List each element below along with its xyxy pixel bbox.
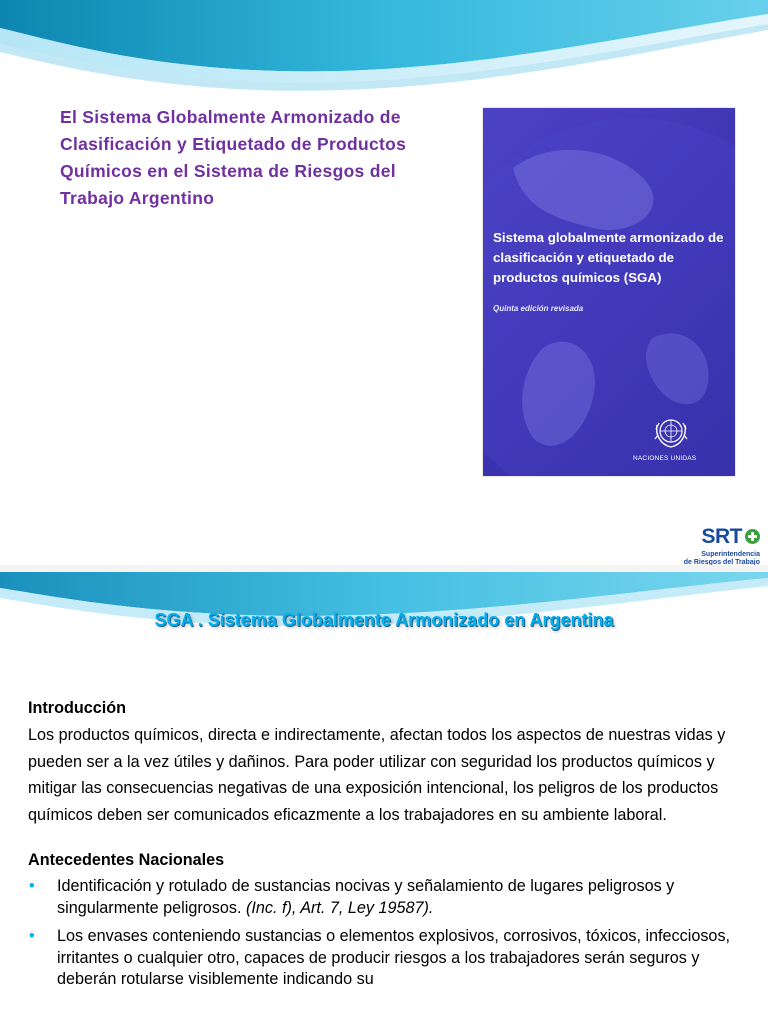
antecedentes-list [28,876,748,991]
cover-subtitle: Quinta edición revisada [493,304,584,313]
publisher-label: NACIONES UNIDAS [633,455,697,462]
sga-book-cover [483,108,735,476]
slide-sga-argentina [0,572,768,1024]
srt-logo-line1: Superintendencia [701,551,760,558]
slide-title-text: El Sistema Globalmente Armonizado de Clasificación y Etiquetado de Productos Químicos en el Sistema de Riesgos del Trabajo Argentino [60,107,407,208]
bullet-icon: • [29,927,35,945]
globe-map-image [483,108,735,476]
header-wave-decoration [0,0,768,110]
slide-body [28,696,748,998]
bullet-icon: • [29,877,35,895]
un-emblem-icon [653,413,689,453]
cover-title: Sistema globalmente armonizado de clasificación y etiquetado de productos químicos (SGA) [493,230,724,285]
list-item [28,926,748,991]
srt-logo-caption [664,551,760,565]
list-item-reference: (Inc. f), Art. 7, Ley 19587). [245,898,434,917]
antecedentes-heading: Antecedentes Nacionales [28,851,225,869]
intro-paragraph: Los productos químicos, directa e indirectamente, afectan todos los aspectos de nuestras vidas y pueden ser a la vez útiles y dañinos. Para poder utilizar con seguridad los productos químicos y mitigar las consecuencias negativas de una exposición intencional, los peligros de los productos químicos deben ser comunicados eficazmente a los trabajadores en su ambiente laboral. [28,726,726,824]
srt-logo-letters: SRT [701,525,742,548]
srt-logo [668,525,764,565]
list-item-text: Identificación y rotulado de sustancias nocivas y señalamiento de lugares peligrosos y singularmente peligrosos. [57,877,675,917]
list-item-text: Los envases conteniendo sustancias o elementos explosivos, corrosivos, tóxicos, infecciosos, irritantes o cualquier otro, capaces de producir riesgos a los trabajadores serán seguros y deberán rotularse visiblemente indicando su [57,927,731,988]
slide-title-text: SGA . Sistema Globalmente Armonizado en Argentina [154,610,614,630]
intro-heading: Introducción [28,699,127,717]
list-item [28,876,748,919]
slide-separator [0,565,768,572]
medical-cross-icon [745,529,760,544]
srt-logo-line2: de Riesgos del Trabajo [683,559,760,565]
